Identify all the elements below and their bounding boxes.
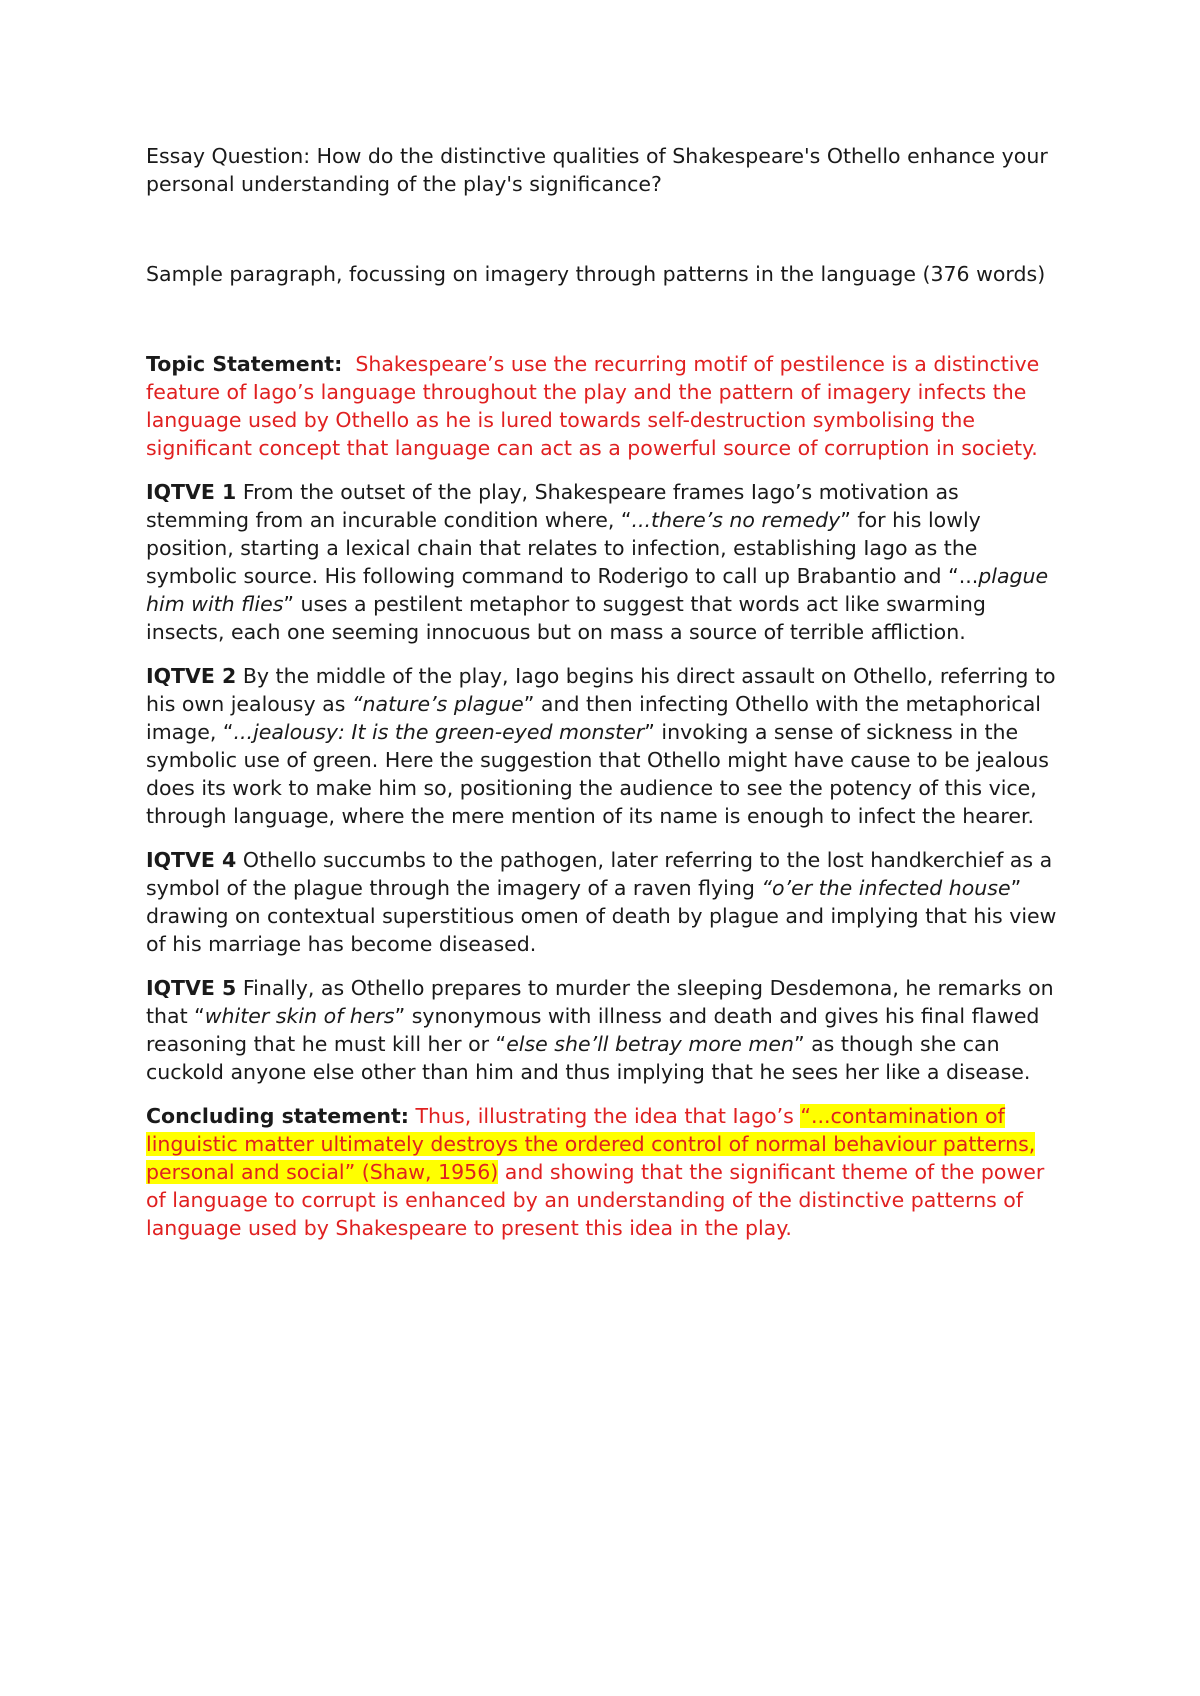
iqtve-1-quote-a: ...there’s no remedy [631,508,841,532]
iqtve-2-quote-b: ...jealousy: It is the green-eyed monster [233,720,645,744]
iqtve-5-quote-b: else she’ll betray more men [506,1032,794,1056]
iqtve-1-label: IQTVE 1 [146,480,237,504]
iqtve-5-text-a: Finally, as Othello prepares to murder the sleeping Desdemona, he remarks on that “ [146,976,1054,1028]
iqtve-4-quote-a: “o’er the infected house [761,876,1011,900]
iqtve-5-quote-a: whiter skin of hers [204,1004,395,1028]
iqtve-1-text-b: ” for his lowly position, starting a lexical chain that relates to infection, establishing Iago as the symbolic source. His following command to Roderigo to call up Brabantio and “... [146,508,981,588]
iqtve-4-text-a: Othello succumbs to the pathogen, later referring to the lost handkerchief as a symbol of the plague through the imagery of a raven flying [146,848,1053,900]
iqtve-4-text-b: ” drawing on contextual superstitious omen of death by plague and implying that his view of his marriage has become diseased. [146,876,1057,956]
concluding-statement-label: Concluding statement: [146,1104,409,1128]
iqtve-4-paragraph [146,846,1066,958]
topic-statement-text: Shakespeare’s use the recurring motif of pestilence is a distinctive feature of Iago’s language throughout the play and the pattern of imagery infects the language used by Othello as he is lured towards self-destruction symbolising the significant concept that language can act as a powerful source of corruption in society. [146,352,1040,460]
iqtve-2-text-c: ” invoking a sense of sickness in the symbolic use of green. Here the suggestion that Othello might have cause to be jealous does its work to make him so, positioning the audience to see the potency of this vice, through language, where the mere mention of its name is enough to infect the hearer. [146,720,1049,828]
iqtve-2-quote-a: “nature’s plague [351,692,524,716]
document-page [146,142,1066,1258]
iqtve-5-paragraph [146,974,1066,1086]
topic-statement-spacer [342,352,355,376]
iqtve-5-text-b: ” synonymous with illness and death and gives his final flawed reasoning that he must kill her or “ [146,1004,1040,1056]
iqtve-2-text-b: ” and then infecting Othello with the metaphorical image, “ [146,692,1041,744]
topic-statement-label: Topic Statement: [146,352,343,376]
topic-statement [146,350,1066,462]
iqtve-1-text-a: From the outset of the play, Shakespeare frames Iago’s motivation as stemming from an incurable condition where, “ [146,480,959,532]
iqtve-2-text-a: By the middle of the play, Iago begins his direct assault on Othello, referring to his own jealousy as [146,664,1056,716]
sample-paragraph-intro: Sample paragraph, focussing on imagery through patterns in the language (376 words) [146,262,1046,286]
iqtve-4-label: IQTVE 4 [146,848,237,872]
essay-question: Essay Question: How do the distinctive qualities of Shakespeare's Othello enhance your personal understanding of the play's significance? [146,144,1048,196]
concluding-text-b: and showing that the significant theme of the power of language to corrupt is enhanced by an understanding of the distinctive patterns of language used by Shakespeare to present this idea in the play. [146,1160,1045,1240]
highlighted-shaw-quote: “...contamination of linguistic matter ultimately destroys the ordered control of normal behaviour patterns, personal and social” (Shaw, 1956) [146,1104,1036,1184]
iqtve-2-label: IQTVE 2 [146,664,237,688]
concluding-text-a: Thus, illustrating the idea that Iago’s [409,1104,801,1128]
iqtve-5-text-c: ” as though she can cuckold anyone else other than him and thus implying that he sees her like a disease. [146,1032,1031,1084]
iqtve-1-paragraph [146,478,1066,646]
iqtve-1-text-c: ” uses a pestilent metaphor to suggest that words act like swarming insects, each one seeming innocuous but on mass a source of terrible affliction. [146,592,986,644]
iqtve-1-quote-b: plague him with flies [146,564,1049,616]
iqtve-5-label: IQTVE 5 [146,976,237,1000]
concluding-statement [146,1102,1066,1242]
iqtve-2-paragraph [146,662,1066,830]
